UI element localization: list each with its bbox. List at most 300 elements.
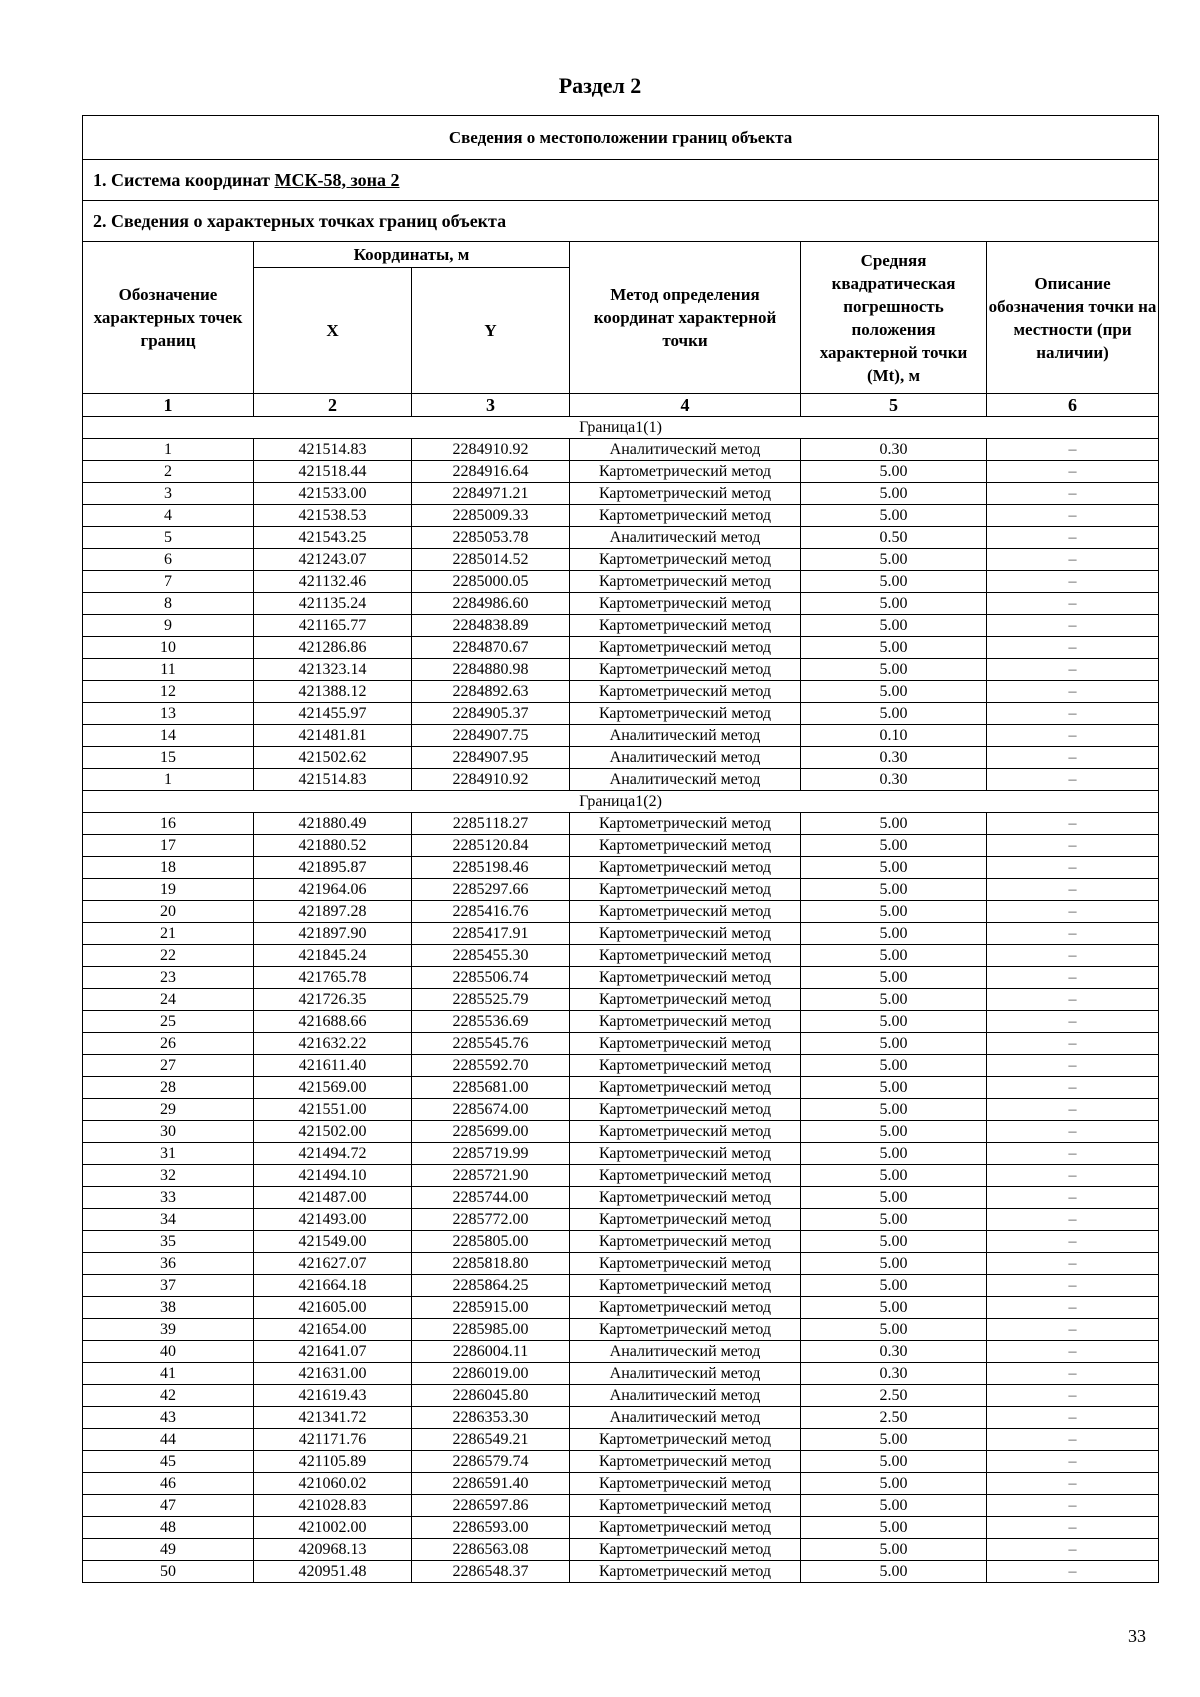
point-number: 16 [83, 813, 254, 835]
method: Аналитический метод [570, 1385, 801, 1407]
error-value: 5.00 [801, 1011, 987, 1033]
table-row [83, 1231, 1159, 1253]
method: Картометрический метод [570, 549, 801, 571]
point-number: 38 [83, 1297, 254, 1319]
coord-y: 2285915.00 [412, 1297, 570, 1319]
error-value: 5.00 [801, 505, 987, 527]
point-number: 21 [83, 923, 254, 945]
description: – [987, 681, 1159, 703]
point-number: 24 [83, 989, 254, 1011]
table-row [83, 1121, 1159, 1143]
table-row [83, 1253, 1159, 1275]
header-y: Y [412, 268, 570, 394]
coord-x: 421895.87 [254, 857, 412, 879]
coord-x: 421135.24 [254, 593, 412, 615]
description: – [987, 813, 1159, 835]
coord-x: 421654.00 [254, 1319, 412, 1341]
table-row [83, 1539, 1159, 1561]
error-value: 5.00 [801, 1473, 987, 1495]
error-value: 5.00 [801, 1231, 987, 1253]
error-value: 0.30 [801, 769, 987, 791]
point-number: 35 [83, 1231, 254, 1253]
method: Аналитический метод [570, 527, 801, 549]
coord-x: 421880.52 [254, 835, 412, 857]
coord-x: 421481.81 [254, 725, 412, 747]
method: Картометрический метод [570, 1011, 801, 1033]
method: Аналитический метод [570, 1407, 801, 1429]
description: – [987, 549, 1159, 571]
method: Картометрический метод [570, 637, 801, 659]
method: Картометрический метод [570, 615, 801, 637]
error-value: 0.10 [801, 725, 987, 747]
description: – [987, 1429, 1159, 1451]
error-value: 5.00 [801, 549, 987, 571]
coord-y: 2285416.76 [412, 901, 570, 923]
point-number: 20 [83, 901, 254, 923]
point-number: 40 [83, 1341, 254, 1363]
description: – [987, 1209, 1159, 1231]
table-row [83, 505, 1159, 527]
description: – [987, 747, 1159, 769]
description: – [987, 1495, 1159, 1517]
method: Картометрический метод [570, 945, 801, 967]
error-value: 5.00 [801, 901, 987, 923]
table-row [83, 593, 1159, 615]
coord-x: 421664.18 [254, 1275, 412, 1297]
description: – [987, 901, 1159, 923]
description: – [987, 703, 1159, 725]
coord-x: 421605.00 [254, 1297, 412, 1319]
point-number: 14 [83, 725, 254, 747]
point-number: 37 [83, 1275, 254, 1297]
description: – [987, 1385, 1159, 1407]
method: Аналитический метод [570, 1341, 801, 1363]
coord-x: 421518.44 [254, 461, 412, 483]
point-number: 1 [83, 439, 254, 461]
table-row [83, 901, 1159, 923]
coord-x: 421551.00 [254, 1099, 412, 1121]
error-value: 5.00 [801, 659, 987, 681]
header-point-designation: Обозначение характерных точек границ [83, 242, 254, 394]
table-row [83, 1099, 1159, 1121]
error-value: 5.00 [801, 1209, 987, 1231]
error-value: 5.00 [801, 989, 987, 1011]
method: Аналитический метод [570, 725, 801, 747]
table-row [83, 857, 1159, 879]
error-value: 2.50 [801, 1407, 987, 1429]
point-number: 22 [83, 945, 254, 967]
table-row [83, 549, 1159, 571]
coord-y: 2285506.74 [412, 967, 570, 989]
header-method: Метод определения координат характерной точки [570, 242, 801, 394]
coord-y: 2286045.80 [412, 1385, 570, 1407]
error-value: 5.00 [801, 1121, 987, 1143]
coord-y: 2284907.75 [412, 725, 570, 747]
method: Картометрический метод [570, 681, 801, 703]
coord-x: 421880.49 [254, 813, 412, 835]
error-value: 5.00 [801, 681, 987, 703]
description: – [987, 1363, 1159, 1385]
error-value: 5.00 [801, 483, 987, 505]
coord-x: 421455.97 [254, 703, 412, 725]
method: Картометрический метод [570, 1165, 801, 1187]
coord-x: 421897.90 [254, 923, 412, 945]
table-row [83, 1363, 1159, 1385]
description: – [987, 1561, 1159, 1583]
error-value: 5.00 [801, 637, 987, 659]
error-value: 5.00 [801, 461, 987, 483]
error-value: 5.00 [801, 1561, 987, 1583]
group-row [83, 417, 1159, 439]
method: Картометрический метод [570, 571, 801, 593]
page-number: 33 [1128, 1626, 1146, 1646]
coord-y: 2285000.05 [412, 571, 570, 593]
error-value: 5.00 [801, 1319, 987, 1341]
coord-y: 2285592.70 [412, 1055, 570, 1077]
error-value: 5.00 [801, 1143, 987, 1165]
coord-y: 2284880.98 [412, 659, 570, 681]
coord-y: 2285545.76 [412, 1033, 570, 1055]
column-number: 1 [83, 394, 254, 417]
description: – [987, 1539, 1159, 1561]
coord-y: 2285674.00 [412, 1099, 570, 1121]
coord-y: 2286597.86 [412, 1495, 570, 1517]
table-row [83, 1055, 1159, 1077]
table-row [83, 461, 1159, 483]
description: – [987, 1231, 1159, 1253]
boundary-points-table [82, 115, 1159, 1583]
table-row [83, 1275, 1159, 1297]
description: – [987, 505, 1159, 527]
table-row [83, 1209, 1159, 1231]
error-value: 5.00 [801, 1055, 987, 1077]
error-value: 0.50 [801, 527, 987, 549]
error-value: 5.00 [801, 571, 987, 593]
coord-y: 2286353.30 [412, 1407, 570, 1429]
method: Картометрический метод [570, 1297, 801, 1319]
description: – [987, 571, 1159, 593]
coord-y: 2285744.00 [412, 1187, 570, 1209]
coord-x: 421002.00 [254, 1517, 412, 1539]
point-number: 11 [83, 659, 254, 681]
description: – [987, 1297, 1159, 1319]
table-row [83, 1143, 1159, 1165]
method: Картометрический метод [570, 1033, 801, 1055]
point-number: 43 [83, 1407, 254, 1429]
table-row [83, 1473, 1159, 1495]
point-number: 19 [83, 879, 254, 901]
description: – [987, 1055, 1159, 1077]
column-number: 4 [570, 394, 801, 417]
point-number: 41 [83, 1363, 254, 1385]
error-value: 5.00 [801, 1517, 987, 1539]
coord-y: 2285985.00 [412, 1319, 570, 1341]
coord-x: 421533.00 [254, 483, 412, 505]
coord-y: 2284905.37 [412, 703, 570, 725]
method: Картометрический метод [570, 967, 801, 989]
point-number: 42 [83, 1385, 254, 1407]
error-value: 5.00 [801, 1539, 987, 1561]
coord-y: 2285719.99 [412, 1143, 570, 1165]
coord-x: 421286.86 [254, 637, 412, 659]
description: – [987, 945, 1159, 967]
method: Картометрический метод [570, 483, 801, 505]
coord-x: 421631.00 [254, 1363, 412, 1385]
description: – [987, 835, 1159, 857]
method: Картометрический метод [570, 1143, 801, 1165]
table-row [83, 1429, 1159, 1451]
table-row [83, 1077, 1159, 1099]
point-number: 49 [83, 1539, 254, 1561]
error-value: 5.00 [801, 1165, 987, 1187]
error-value: 5.00 [801, 1253, 987, 1275]
group-name: Граница1(1) [83, 417, 1159, 439]
coord-y: 2286593.00 [412, 1517, 570, 1539]
method: Картометрический метод [570, 1561, 801, 1583]
coord-x: 421487.00 [254, 1187, 412, 1209]
error-value: 5.00 [801, 1033, 987, 1055]
method: Картометрический метод [570, 703, 801, 725]
point-number: 48 [83, 1517, 254, 1539]
description: – [987, 593, 1159, 615]
column-number: 3 [412, 394, 570, 417]
method: Картометрический метод [570, 1539, 801, 1561]
table-row [83, 1385, 1159, 1407]
coord-x: 421897.28 [254, 901, 412, 923]
description: – [987, 857, 1159, 879]
point-number: 1 [83, 769, 254, 791]
coord-x: 421627.07 [254, 1253, 412, 1275]
point-number: 8 [83, 593, 254, 615]
coord-x: 421171.76 [254, 1429, 412, 1451]
table-row [83, 681, 1159, 703]
point-number: 28 [83, 1077, 254, 1099]
page-title: Раздел 2 [558, 73, 642, 98]
error-value: 5.00 [801, 1451, 987, 1473]
coord-y: 2284907.95 [412, 747, 570, 769]
point-number: 6 [83, 549, 254, 571]
table-row [83, 527, 1159, 549]
method: Аналитический метод [570, 439, 801, 461]
header-error-text: Средняя квадратическая погрешность положения характерной точки (Mt), м [819, 250, 968, 385]
table-row [83, 703, 1159, 725]
description: – [987, 1407, 1159, 1429]
coord-x: 421619.43 [254, 1385, 412, 1407]
error-value: 5.00 [801, 1077, 987, 1099]
coord-y: 2285536.69 [412, 1011, 570, 1033]
table-row [83, 1517, 1159, 1539]
coord-x: 421514.83 [254, 769, 412, 791]
table-row [83, 835, 1159, 857]
method: Аналитический метод [570, 1363, 801, 1385]
coord-x: 421538.53 [254, 505, 412, 527]
error-value: 5.00 [801, 1187, 987, 1209]
group-name: Граница1(2) [83, 791, 1159, 813]
coord-y: 2286019.00 [412, 1363, 570, 1385]
point-number: 30 [83, 1121, 254, 1143]
coord-x: 421028.83 [254, 1495, 412, 1517]
coord-y: 2285198.46 [412, 857, 570, 879]
coord-x: 420968.13 [254, 1539, 412, 1561]
table-row [83, 989, 1159, 1011]
table-row [83, 1561, 1159, 1583]
error-value: 5.00 [801, 835, 987, 857]
method: Картометрический метод [570, 1319, 801, 1341]
coord-y: 2285525.79 [412, 989, 570, 1011]
method: Аналитический метод [570, 747, 801, 769]
description: – [987, 1451, 1159, 1473]
table-row [83, 879, 1159, 901]
error-value: 5.00 [801, 879, 987, 901]
table-row [83, 1011, 1159, 1033]
method: Картометрический метод [570, 1121, 801, 1143]
point-number: 15 [83, 747, 254, 769]
method: Картометрический метод [570, 813, 801, 835]
coord-x: 421632.22 [254, 1033, 412, 1055]
error-value: 2.50 [801, 1385, 987, 1407]
method: Картометрический метод [570, 1275, 801, 1297]
table-row [83, 1495, 1159, 1517]
description: – [987, 1143, 1159, 1165]
table-title: Сведения о местоположении границ объекта [83, 116, 1159, 160]
point-number: 9 [83, 615, 254, 637]
coord-y: 2284971.21 [412, 483, 570, 505]
description: – [987, 1275, 1159, 1297]
coord-x: 420951.48 [254, 1561, 412, 1583]
point-number: 26 [83, 1033, 254, 1055]
table-row [83, 1297, 1159, 1319]
table-row [83, 747, 1159, 769]
coord-x: 421341.72 [254, 1407, 412, 1429]
error-value: 5.00 [801, 1495, 987, 1517]
header-error [801, 242, 987, 394]
coord-y: 2285721.90 [412, 1165, 570, 1187]
header-description: Описание обозначения точки на местности (при наличии) [987, 242, 1159, 394]
method: Картометрический метод [570, 989, 801, 1011]
coord-y: 2285864.25 [412, 1275, 570, 1297]
coord-x: 421611.40 [254, 1055, 412, 1077]
method: Картометрический метод [570, 1451, 801, 1473]
point-number: 31 [83, 1143, 254, 1165]
table-row [83, 923, 1159, 945]
table-row [83, 637, 1159, 659]
coord-y: 2285772.00 [412, 1209, 570, 1231]
group-row [83, 791, 1159, 813]
coord-x: 421502.62 [254, 747, 412, 769]
table-row [83, 1033, 1159, 1055]
point-number: 36 [83, 1253, 254, 1275]
method: Картометрический метод [570, 1517, 801, 1539]
coord-y: 2284910.92 [412, 769, 570, 791]
coord-y: 2285009.33 [412, 505, 570, 527]
coord-system-label: 1. Система координат [93, 169, 275, 190]
coord-y: 2285455.30 [412, 945, 570, 967]
point-number: 12 [83, 681, 254, 703]
coord-y: 2286591.40 [412, 1473, 570, 1495]
method: Картометрический метод [570, 1077, 801, 1099]
table-row [83, 1319, 1159, 1341]
point-number: 18 [83, 857, 254, 879]
coord-x: 421964.06 [254, 879, 412, 901]
method: Картометрический метод [570, 659, 801, 681]
description: – [987, 879, 1159, 901]
description: – [987, 923, 1159, 945]
coord-y: 2285805.00 [412, 1231, 570, 1253]
method: Картометрический метод [570, 505, 801, 527]
coord-x: 421726.35 [254, 989, 412, 1011]
error-value: 5.00 [801, 1275, 987, 1297]
coord-y: 2285417.91 [412, 923, 570, 945]
coord-x: 421543.25 [254, 527, 412, 549]
point-number: 39 [83, 1319, 254, 1341]
coord-y: 2285699.00 [412, 1121, 570, 1143]
point-number: 47 [83, 1495, 254, 1517]
coord-y: 2286549.21 [412, 1429, 570, 1451]
method: Картометрический метод [570, 923, 801, 945]
description: – [987, 615, 1159, 637]
table-row [83, 967, 1159, 989]
error-value: 5.00 [801, 1297, 987, 1319]
point-number: 5 [83, 527, 254, 549]
table-row [83, 945, 1159, 967]
table-row [83, 659, 1159, 681]
error-value: 0.30 [801, 439, 987, 461]
point-number: 32 [83, 1165, 254, 1187]
coord-y: 2286004.11 [412, 1341, 570, 1363]
table-row [83, 1407, 1159, 1429]
point-number: 23 [83, 967, 254, 989]
description: – [987, 439, 1159, 461]
coord-system-value: МСК-58, зона 2 [274, 169, 400, 190]
method: Картометрический метод [570, 1473, 801, 1495]
coord-x: 421641.07 [254, 1341, 412, 1363]
error-value: 5.00 [801, 945, 987, 967]
table-row [83, 725, 1159, 747]
error-value: 0.30 [801, 747, 987, 769]
error-value: 0.30 [801, 1341, 987, 1363]
description: – [987, 1077, 1159, 1099]
coord-x: 421105.89 [254, 1451, 412, 1473]
coord-x: 421493.00 [254, 1209, 412, 1231]
method: Аналитический метод [570, 769, 801, 791]
method: Картометрический метод [570, 1495, 801, 1517]
point-number: 33 [83, 1187, 254, 1209]
description: – [987, 1165, 1159, 1187]
coord-x: 421243.07 [254, 549, 412, 571]
coord-y: 2285297.66 [412, 879, 570, 901]
coord-y: 2285681.00 [412, 1077, 570, 1099]
method: Картометрический метод [570, 835, 801, 857]
coord-x: 421494.10 [254, 1165, 412, 1187]
method: Картометрический метод [570, 1253, 801, 1275]
point-number: 10 [83, 637, 254, 659]
table-row [83, 1187, 1159, 1209]
coord-x: 421549.00 [254, 1231, 412, 1253]
description: – [987, 1033, 1159, 1055]
table-row [83, 1451, 1159, 1473]
coord-y: 2286548.37 [412, 1561, 570, 1583]
description: – [987, 637, 1159, 659]
table-row [83, 813, 1159, 835]
coord-y: 2285118.27 [412, 813, 570, 835]
column-number: 6 [987, 394, 1159, 417]
coord-x: 421165.77 [254, 615, 412, 637]
method: Картометрический метод [570, 901, 801, 923]
method: Картометрический метод [570, 461, 801, 483]
description: – [987, 1121, 1159, 1143]
description: – [987, 1517, 1159, 1539]
coord-x: 421132.46 [254, 571, 412, 593]
